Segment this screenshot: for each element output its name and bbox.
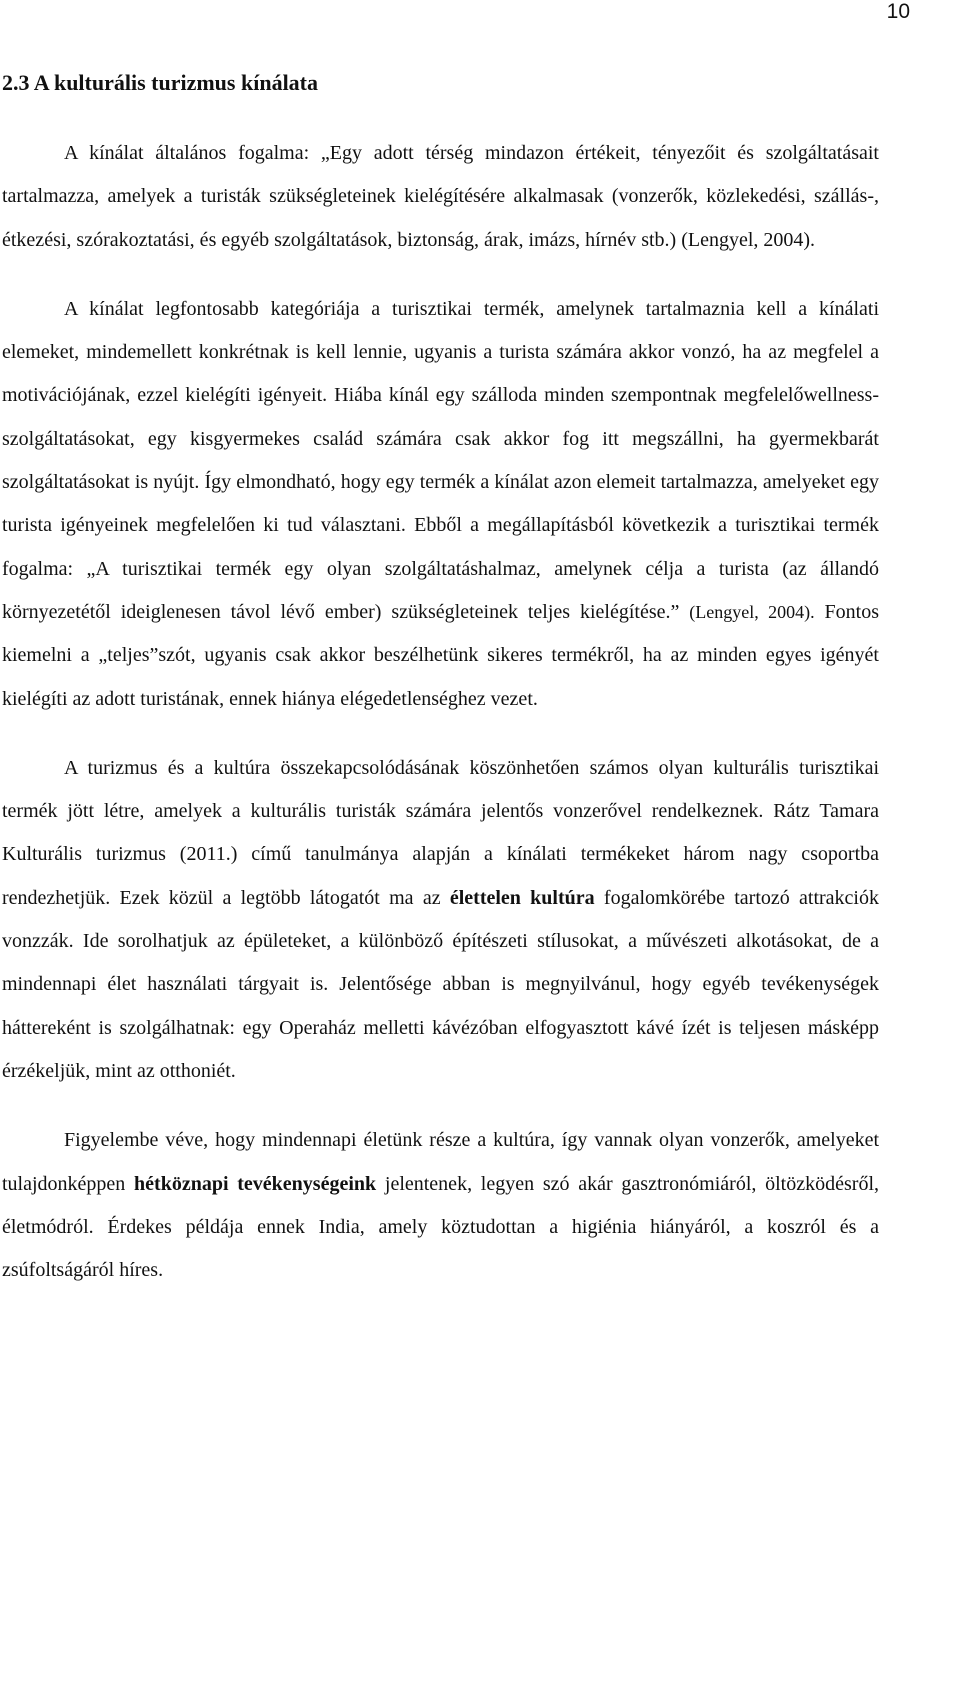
paragraph-text: A turizmus és a kultúra összekapcsolódásának köszönhetően számos olyan kulturális turisztikai termék jött létre, amelyek a kulturális turisták számára jelentős vonzerővel rendelkeznek. Rátz Tamara Kulturális turizmus (2011.) című tanulmánya alapján a kínálati termékeket három nagy csoportba rendezhetjük. Ezek közül a legtöbb látogatót ma az bbox=[2, 756, 879, 909]
paragraph-text: A kínálat legfontosabb kategóriája a turisztikai termék, amelynek tartalmaznia kell a kínálati elemeket, mindemellett konkrétnak is kell lennie, ugyanis a turista számára akkor vonzó, ha az megfelel a motivációjának, ezzel kielégíti igényeit. Hiába kínál egy szálloda minden szempontnak megfelelőwellness-szolgáltatásokat, egy kisgyermekes család számára csak akkor fog itt megszállni, ha gyermekbarát szolgáltatásokat is nyújt. Így elmondható, hogy egy termék a kínálat azon elemeit tartalmazza, amelyeket egy turista igényeinek megfelelően ki tud választani. Ebből a megállapításból következik a turisztikai termék fogalma: „A turisztikai termék egy olyan szolgáltatáshalmaz, amelynek célja a turista (az állandó környezetétől ideiglenesen távol lévő ember) szükségleteinek teljes kielégítése.” bbox=[2, 297, 879, 623]
paragraph-offer-definition bbox=[2, 132, 879, 262]
paragraph-everyday-activities bbox=[2, 1119, 879, 1292]
section-title: 2.3 A kulturális turizmus kínálata bbox=[2, 70, 319, 95]
citation: (Lengyel, 2004). bbox=[689, 601, 815, 622]
bold-term: hétköznapi tevékenységeink bbox=[134, 1172, 377, 1195]
paragraph-tourism-product bbox=[2, 288, 879, 721]
document-body bbox=[2, 68, 879, 1292]
paragraph-text: Fontos kiemelni a „teljes”szót, ugyanis csak akkor beszélhetünk sikeres termékről, ha az minden egyes igényét kielégíti az adott turistának, ennek hiánya elégedetlenséghez vezet. bbox=[2, 600, 880, 710]
paragraph-text: jelentenek, legyen szó akár gasztronómiáról, öltözködésről, életmódról. Érdekes példája ennek India, amely köztudottan a higiénia hiányáról, a koszról és a zsúfoltságáról híres. bbox=[2, 1172, 879, 1282]
paragraph-text: A kínálat általános fogalma: „Egy adott térség mindazon értékeit, tényezőit és szolgáltatásait tartalmazza, amelyek a turisták szükségleteinek kielégítésére alkalmasak (vonzerők, közlekedési, szállás-, étkezési, szórakoztatási, és egyéb szolgáltatások, biztonság, árak, imázs, hírnév stb.) (Lengyel, 2004). bbox=[2, 142, 879, 251]
paragraph-text: Figyelembe véve, hogy mindennapi életünk része a kultúra, így vannak olyan vonzerők, amelyeket tulajdonképpen bbox=[2, 1129, 879, 1195]
bold-term: élettelen kultúra bbox=[449, 886, 595, 909]
page-number: 10 bbox=[886, 0, 910, 23]
paragraph-cultural-products bbox=[2, 747, 879, 1093]
paragraph-text: fogalomkörébe tartozó attrakciók vonzzák. Ide sorolhatjuk az épületeket, a különböző építészeti stílusokat, a művészeti alkotásokat, de a mindennapi élet használati tárgyait is. Jelentősége abban is megnyilvánul, hogy egyéb tevékenységek háttereként is szolgálhatnak: egy Operaház melletti kávézóban elfogyasztott kávé ízét is teljesen másképp érzékeljük, mint az otthoniét. bbox=[2, 886, 879, 1082]
